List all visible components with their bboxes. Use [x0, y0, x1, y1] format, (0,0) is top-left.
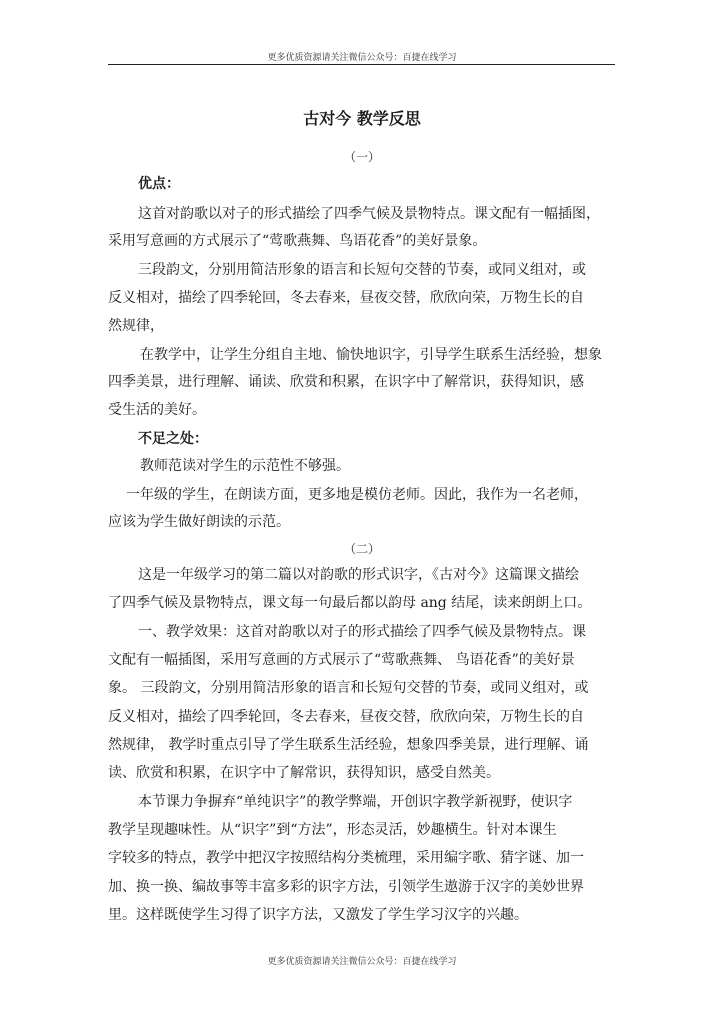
paragraph-line: 这是一年级学习的第二篇以对韵歌的形式识字，《古对今》这篇课文描绘 [138, 567, 579, 583]
weakness-heading: 不足之处： [138, 431, 208, 447]
paragraph-line: 然规律， [108, 318, 164, 334]
paragraph-line: 了四季气候及景物特点，课文每一句最后都以韵母 ang 结尾，读来朗朗上口。 [108, 595, 592, 611]
paragraph-line: 教师范读对学生的示范性不够强。 [140, 458, 350, 474]
section-mark-one: （一） [343, 150, 380, 164]
paragraph-line: 然规律， 教学时重点引导了学生联系生活经验，想象四季美景，进行理解、诵 [108, 737, 589, 753]
paragraph-line: 里。这样既使学生习得了识字方法，又激发了学生学习汉字的兴趣。 [108, 907, 528, 923]
paragraph-line: 在教学中，让学生分组自主地、愉快地识字，引导学生联系生活经验，想象 [140, 347, 602, 363]
paragraph-line: 加、换一换、编故事等丰富多彩的识字方法，引领学生遨游于汉字的美妙世界 [108, 879, 584, 895]
paragraph-line: 应该为学生做好朗读的示范。 [108, 514, 290, 530]
section-mark-two: （二） [343, 542, 380, 556]
paragraph-line: 教学呈现趣味性。从“识字”到“方法”，形态灵活，妙趣横生。针对本课生 [108, 822, 557, 838]
paragraph-line: 采用写意画的方式展示了“莺歌燕舞、鸟语花香”的美好景象。 [108, 233, 487, 249]
paragraph-line: 字较多的特点，教学中把汉字按照结构分类梳理，采用编字歌、猜字谜、加一 [108, 850, 584, 866]
paragraph-line: 一年级的学生，在朗读方面，更多地是模仿老师。因此，我作为一名老师， [126, 487, 588, 503]
paragraph-line: 这首对韵歌以对子的形式描绘了四季气候及景物特点。课文配有一幅插图， [138, 206, 600, 222]
page-footer: 更多优质资源请关注微信公众号：百捷在线学习 [267, 957, 457, 967]
paragraph-line: 反义相对，描绘了四季轮回，冬去春来，昼夜交替，欣欣向荣，万物生长的自 [108, 709, 584, 725]
paragraph-line: 读、欣赏和积累，在识字中了解常识，获得知识，感受自然美。 [108, 765, 500, 781]
strengths-heading: 优点： [138, 176, 180, 192]
paragraph-line: 本节课力争摒弃“单纯识字”的教学弊端，开创识字教学新视野，使识字 [138, 794, 573, 810]
paragraph-line: 反义相对，描绘了四季轮回，冬去春来，昼夜交替，欣欣向荣，万物生长的自 [108, 290, 584, 306]
header-divider [108, 64, 615, 65]
paragraph-line: 象。 三段韵文，分别用简洁形象的语言和长短句交替的节奏，或同义组对，或 [108, 680, 589, 696]
page-header: 更多优质资源请关注微信公众号：百捷在线学习 [267, 53, 457, 63]
paragraph-line: 文配有一幅插图，采用写意画的方式展示了“莺歌燕舞、 鸟语花香”的美好景 [108, 652, 575, 668]
paragraph-line: 一、教学效果：这首对韵歌以对子的形式描绘了四季气候及景物特点。课 [138, 624, 586, 640]
paragraph-line: 四季美景，进行理解、诵读、欣赏和积累，在识字中了解常识，获得知识，感 [108, 374, 584, 390]
paragraph-line: 受生活的美好。 [108, 402, 206, 418]
paragraph-line: 三段韵文，分别用简洁形象的语言和长短句交替的节奏，或同义组对，或 [138, 262, 586, 278]
document-title: 古对今 教学反思 [303, 109, 421, 128]
